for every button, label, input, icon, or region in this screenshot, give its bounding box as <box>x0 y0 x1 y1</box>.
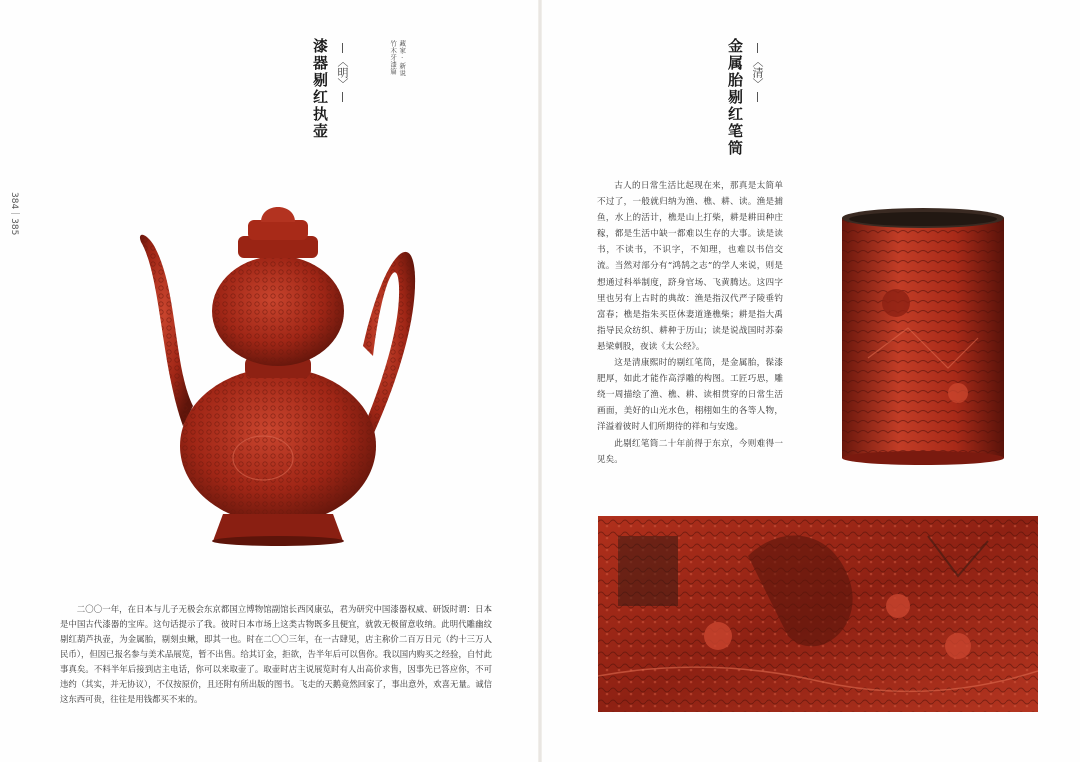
right-title: 金属胎剔红笔筒 <box>726 38 744 157</box>
book-gutter <box>538 0 542 762</box>
left-dynasty-mark: 〈明〉 <box>337 40 348 105</box>
teapot-image <box>133 196 423 546</box>
page-numbers: 384｜385 <box>9 192 19 236</box>
right-dynasty-mark: 〈清〉 <box>752 40 763 105</box>
left-dynasty: 明 <box>336 67 349 78</box>
right-body-text <box>597 178 783 468</box>
left-title: 漆器剔红执壶 <box>311 38 329 140</box>
left-body-text <box>60 602 492 707</box>
right-paragraph-2: 这是清康熙时的剔红笔筒，是金属胎，髹漆肥厚，如此才能作高浮雕的构图。工匠巧思，雕绕一周描绘了渔、樵、耕、读相贯穿的日常生活画面，美好的山光水色，栩栩如生的各等人物，洋溢着彼时人们所期待的祥和与安逸。 <box>597 358 783 433</box>
relief-panel-image <box>598 516 1038 712</box>
series-label: 藏家·新说 竹木牙漆篇 <box>389 40 407 77</box>
left-paragraph: 二〇〇一年，在日本与儿子无极会东京都国立博物馆副馆长西冈康弘，君为研究中国漆器权威、研饭时谓：日本是中国古代漆器的宝库。这句话提示了我。彼时日本市场上这类古物既多且便宜，就敦无极留意收纳。此明代雕幽纹剔红葫芦执壶，为金属胎，剔刻虫鳅，即其一也。时在二〇〇三年，在一古肆见，店主称价二百万日元（约十三万人民币），但因已报名参与美术品展览，暂不出售。给其订金，拒欲，告半年后可以售你。我以国内购买之经验，自忖此事真矣。不料半年后接到店主电话，你可以来取壶了。取壶时店主说展览时有人出高价求售，因事先已答应你，不可违约（其实，并无协议），不仅按原价，且还附有所出版的图书。飞走的天鹅竟然回家了，事出意外，欢喜无量。诚信这东西可贵，往往是用钱都买不来的。 <box>60 604 492 704</box>
brushpot-image <box>838 208 1008 466</box>
right-dynasty: 清 <box>751 67 764 78</box>
right-paragraph-3: 此剔红笔筒二十年前得于东京，今则难得一见矣。 <box>597 438 783 465</box>
right-paragraph-1: 古人的日常生活比起现在来，那真是太简单不过了，一般就归纳为渔、樵、耕、读。渔是捕鱼，水上的活计，樵是山上打柴，耕是耕田种庄稼，都是生活中缺一都难以生存的大事。读是读书，不读书，不识字，不知理，也难以书信交流。当然对部分有“鸿鹄之志”的学人来说，则是想通过科举制度，跻身官场、飞黄腾达。这四字里也另有上古时的典故：渔是指汉代严子陵垂钓富春；樵是指朱买臣休妻道逢樵柴；耕是指大禹指导民众纺织、耕种于历山；读是说战国时苏秦悬梁刺股，夜读《太公经》。 <box>597 181 783 352</box>
